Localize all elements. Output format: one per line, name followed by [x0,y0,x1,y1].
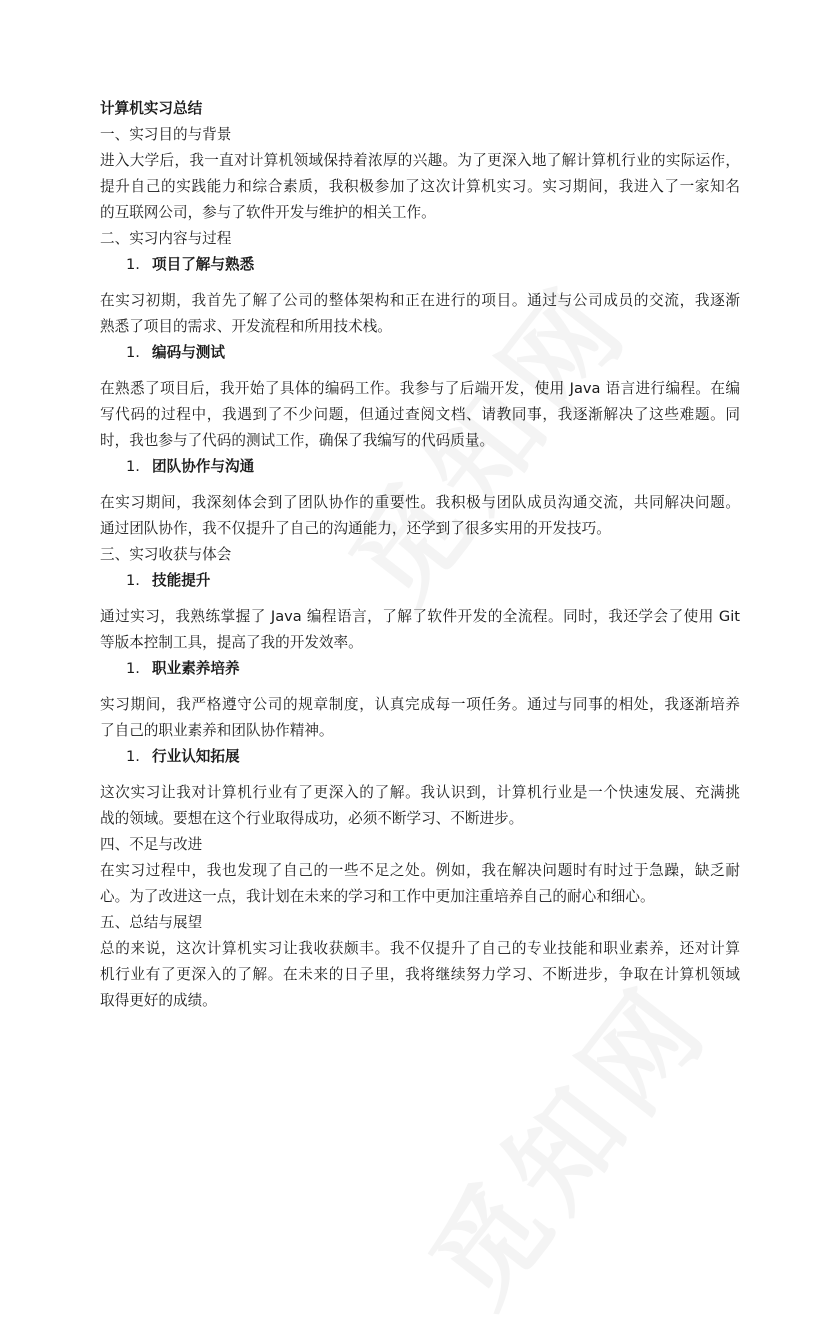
subsection-title: 团队协作与沟通 [152,458,255,475]
paragraph-line: 等版本控制工具，提高了我的开发效率。 [100,634,363,651]
paragraph-line: 战的领域。要想在这个行业取得成功，必须不断学习、不断进步。 [100,810,524,827]
spacer [100,682,740,692]
paragraph-line: 在熟悉了项目后，我开始了具体的编码工作。我参与了后端开发，使用 Java 语言进行编程。在编 [100,380,740,397]
paragraph-line: 取得更好的成绩。 [100,992,217,1009]
paragraph-line: 通过实习，我熟练掌握了 Java 编程语言，了解了软件开发的全流程。同时，我还学会了使用 Git [100,608,740,625]
section-heading: 一、实习目的与背景 [100,126,232,143]
paragraph-line: 时，我也参与了代码的测试工作，确保了我编写的代码质量。 [100,432,495,449]
paragraph-line: 机行业有了更深入的了解。在未来的日子里，我将继续努力学习、不断进步，争取在计算机领域 [100,966,740,983]
document-body [100,96,740,1014]
subsection-heading [100,454,740,480]
paragraph-line: 的互联网公司，参与了软件开发与维护的相关工作。 [100,204,436,221]
spacer [100,278,740,288]
subsection-heading [100,568,740,594]
subsection-number: 1. [126,748,140,765]
paragraph-line: 在实习初期，我首先了解了公司的整体架构和正在进行的项目。通过与公司成员的交流，我逐渐 [100,292,740,309]
paragraph-line: 写代码的过程中，我遇到了不少问题，但通过查阅文档、请教同事，我逐渐解决了这些难题。同 [100,406,740,423]
subsection-title: 项目了解与熟悉 [152,256,255,273]
subsection-number: 1. [126,344,140,361]
spacer [100,594,740,604]
paragraph-line: 这次实习让我对计算机行业有了更深入的了解。我认识到，计算机行业是一个快速发展、充满挑 [100,784,740,801]
subsection-number: 1. [126,256,140,273]
subsection-heading [100,340,740,366]
paragraph-line: 实习期间，我严格遵守公司的规章制度，认真完成每一项任务。通过与同事的相处，我逐渐培养 [100,696,740,713]
subsection-title: 职业素养培养 [152,660,240,677]
paragraph-line: 提升自己的实践能力和综合素质，我积极参加了这次计算机实习。实习期间，我进入了一家知名 [100,178,740,195]
spacer [100,366,740,376]
paragraph-line: 进入大学后，我一直对计算机领域保持着浓厚的兴趣。为了更深入地了解计算机行业的实际运作， [100,152,740,169]
section-heading: 三、实习收获与体会 [100,546,232,563]
paragraph-line: 了自己的职业素养和团队协作精神。 [100,722,334,739]
section-heading: 五、总结与展望 [100,914,203,931]
subsection-heading [100,252,740,278]
spacer [100,770,740,780]
subsection-heading [100,656,740,682]
paragraph-line: 心。为了改进这一点，我计划在未来的学习和工作中更加注重培养自己的耐心和细心。 [100,888,655,905]
paragraph-line: 通过团队协作，我不仅提升了自己的沟通能力，还学到了很多实用的开发技巧。 [100,520,611,537]
subsection-number: 1. [126,660,140,677]
paragraph-line: 在实习期间，我深刻体会到了团队协作的重要性。我积极与团队成员沟通交流，共同解决问题。 [100,494,740,511]
section-heading: 二、实习内容与过程 [100,230,232,247]
subsection-title: 技能提升 [152,572,211,589]
subsection-heading [100,744,740,770]
section-heading: 四、不足与改进 [100,836,203,853]
paragraph-line: 总的来说，这次计算机实习让我收获颇丰。我不仅提升了自己的专业技能和职业素养，还对计算 [100,940,740,957]
paragraph-line: 熟悉了项目的需求、开发流程和所用技术栈。 [100,318,392,335]
subsection-number: 1. [126,458,140,475]
subsection-title: 编码与测试 [152,344,225,361]
spacer [100,480,740,490]
document-title: 计算机实习总结 [100,100,203,117]
paragraph-line: 在实习过程中，我也发现了自己的一些不足之处。例如，我在解决问题时有时过于急躁，缺乏耐 [100,862,740,879]
subsection-number: 1. [126,572,140,589]
subsection-title: 行业认知拓展 [152,748,240,765]
